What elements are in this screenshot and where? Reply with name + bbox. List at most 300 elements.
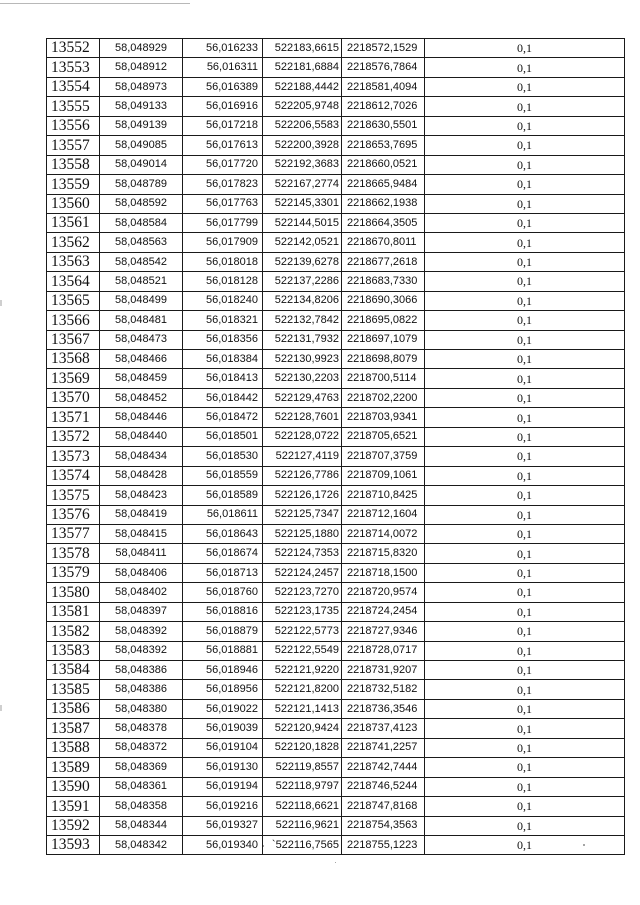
y-coordinate-cell: 2218695,0822	[342, 311, 425, 330]
longitude-cell: 56,018356	[183, 330, 263, 349]
longitude-cell: 56,018816	[183, 602, 263, 621]
longitude-cell: 56,016389	[183, 77, 263, 96]
latitude-cell: 58,048912	[100, 58, 183, 77]
y-coordinate-cell: 2218707,3759	[342, 447, 425, 466]
table-row	[47, 758, 625, 777]
latitude-cell: 58,048402	[100, 583, 183, 602]
table-row	[47, 797, 625, 816]
y-coordinate-cell: 2218732,5182	[342, 680, 425, 699]
longitude-cell: 56,018589	[183, 486, 263, 505]
latitude-cell: 58,048361	[100, 777, 183, 796]
table-row	[47, 816, 625, 835]
point-number-cell: 13579	[47, 563, 100, 582]
longitude-cell: 56,018501	[183, 427, 263, 446]
longitude-cell: 56,018240	[183, 291, 263, 310]
latitude-cell: 58,048521	[100, 272, 183, 291]
latitude-cell: 58,048466	[100, 350, 183, 369]
x-coordinate-cell: 522128,0722	[263, 427, 342, 446]
point-number-cell: 13575	[47, 486, 100, 505]
y-coordinate-cell: 2218662,1938	[342, 194, 425, 213]
accuracy-cell: 0,1	[425, 680, 625, 699]
longitude-cell: 56,018760	[183, 583, 263, 602]
latitude-cell: 58,048372	[100, 738, 183, 757]
y-coordinate-cell: 2218731,9207	[342, 661, 425, 680]
accuracy-cell: 0,1	[425, 427, 625, 446]
accuracy-cell: 0,1	[425, 524, 625, 543]
x-coordinate-cell: 522142,0521	[263, 233, 342, 252]
x-coordinate-cell: 522200,3928	[263, 136, 342, 155]
table-row	[47, 155, 625, 174]
x-coordinate-cell: `522116,7565	[263, 835, 342, 854]
x-coordinate-cell: 522127,4119	[263, 447, 342, 466]
table-row	[47, 272, 625, 291]
point-number-cell: 13562	[47, 233, 100, 252]
y-coordinate-cell: 2218653,7695	[342, 136, 425, 155]
x-coordinate-cell: 522128,7601	[263, 408, 342, 427]
point-number-cell: 13561	[47, 213, 100, 232]
table-row	[47, 233, 625, 252]
point-number-cell: 13555	[47, 97, 100, 116]
y-coordinate-cell: 2218747,8168	[342, 797, 425, 816]
accuracy-cell: 0,1	[425, 58, 625, 77]
longitude-cell: 56,017218	[183, 116, 263, 135]
x-coordinate-cell: 522131,7932	[263, 330, 342, 349]
accuracy-cell: 0,1	[425, 136, 625, 155]
x-coordinate-cell: 522205,9748	[263, 97, 342, 116]
accuracy-cell: 0,1	[425, 758, 625, 777]
table-row	[47, 311, 625, 330]
table-row	[47, 350, 625, 369]
latitude-cell: 58,048419	[100, 505, 183, 524]
latitude-cell: 58,048929	[100, 39, 183, 58]
y-coordinate-cell: 2218683,7330	[342, 272, 425, 291]
x-coordinate-cell: 522132,7842	[263, 311, 342, 330]
x-coordinate-cell: 522181,6884	[263, 58, 342, 77]
table-row	[47, 777, 625, 796]
accuracy-cell: 0,1	[425, 252, 625, 271]
table-row	[47, 39, 625, 58]
x-coordinate-cell: 522118,6621	[263, 797, 342, 816]
latitude-cell: 58,048358	[100, 797, 183, 816]
y-coordinate-cell: 2218742,7444	[342, 758, 425, 777]
point-number-cell: 13590	[47, 777, 100, 796]
table-row	[47, 291, 625, 310]
x-coordinate-cell: 522118,9797	[263, 777, 342, 796]
longitude-cell: 56,017720	[183, 155, 263, 174]
accuracy-cell: 0,1	[425, 777, 625, 796]
y-coordinate-cell: 2218702,2200	[342, 388, 425, 407]
point-number-cell: 13566	[47, 311, 100, 330]
y-coordinate-cell: 2218660,0521	[342, 155, 425, 174]
latitude-cell: 58,048392	[100, 622, 183, 641]
latitude-cell: 58,048563	[100, 233, 183, 252]
longitude-cell: 56,018321	[183, 311, 263, 330]
accuracy-cell: 0,1	[425, 155, 625, 174]
latitude-cell: 58,048499	[100, 291, 183, 310]
longitude-cell: 56,017799	[183, 213, 263, 232]
y-coordinate-cell: 2218576,7864	[342, 58, 425, 77]
latitude-cell: 58,049014	[100, 155, 183, 174]
x-coordinate-cell: 522183,6615	[263, 39, 342, 58]
accuracy-cell: 0,1	[425, 311, 625, 330]
accuracy-cell: 0,1	[425, 175, 625, 194]
longitude-cell: 56,018442	[183, 388, 263, 407]
x-coordinate-cell: 522120,1828	[263, 738, 342, 757]
y-coordinate-cell: 2218703,9341	[342, 408, 425, 427]
latitude-cell: 58,048406	[100, 563, 183, 582]
latitude-cell: 58,048397	[100, 602, 183, 621]
x-coordinate-cell: 522116,9621	[263, 816, 342, 835]
latitude-cell: 58,048584	[100, 213, 183, 232]
point-number-cell: 13554	[47, 77, 100, 96]
scan-margin-mark	[0, 705, 2, 711]
latitude-cell: 58,048440	[100, 427, 183, 446]
point-number-cell: 13567	[47, 330, 100, 349]
accuracy-cell: 0,1	[425, 233, 625, 252]
table-row	[47, 544, 625, 563]
x-coordinate-cell: 522192,3683	[263, 155, 342, 174]
point-number-cell: 13569	[47, 369, 100, 388]
y-coordinate-cell: 2218705,6521	[342, 427, 425, 446]
point-number-cell: 13568	[47, 350, 100, 369]
x-coordinate-cell: 522129,4763	[263, 388, 342, 407]
longitude-cell: 56,017613	[183, 136, 263, 155]
latitude-cell: 58,048380	[100, 699, 183, 718]
latitude-cell: 58,048789	[100, 175, 183, 194]
x-coordinate-cell: 522206,5583	[263, 116, 342, 135]
x-coordinate-cell: 522126,7786	[263, 466, 342, 485]
x-coordinate-cell: 522119,8557	[263, 758, 342, 777]
point-number-cell: 13570	[47, 388, 100, 407]
latitude-cell: 58,048415	[100, 524, 183, 543]
scan-speck	[335, 862, 336, 863]
y-coordinate-cell: 2218754,3563	[342, 816, 425, 835]
point-number-cell: 13580	[47, 583, 100, 602]
y-coordinate-cell: 2218710,8425	[342, 486, 425, 505]
latitude-cell: 58,048452	[100, 388, 183, 407]
table-row	[47, 116, 625, 135]
accuracy-cell: 0,1	[425, 505, 625, 524]
accuracy-cell: 0,1	[425, 194, 625, 213]
accuracy-cell: 0,1	[425, 39, 625, 58]
accuracy-cell: 0,1	[425, 291, 625, 310]
x-coordinate-cell: 522125,7347	[263, 505, 342, 524]
table-row	[47, 583, 625, 602]
table-row	[47, 175, 625, 194]
table-row	[47, 680, 625, 699]
accuracy-cell: 0,1	[425, 330, 625, 349]
accuracy-cell: 0,1	[425, 622, 625, 641]
x-coordinate-cell: 522126,1726	[263, 486, 342, 505]
y-coordinate-cell: 2218741,2257	[342, 738, 425, 757]
point-number-cell: 13553	[47, 58, 100, 77]
point-number-cell: 13563	[47, 252, 100, 271]
accuracy-cell: 0,1	[425, 408, 625, 427]
latitude-cell: 58,048434	[100, 447, 183, 466]
x-coordinate-cell: 522122,5549	[263, 641, 342, 660]
longitude-cell: 56,019216	[183, 797, 263, 816]
table-row	[47, 699, 625, 718]
accuracy-cell: 0,1	[425, 699, 625, 718]
table-row	[47, 77, 625, 96]
coordinates-table	[46, 38, 625, 855]
table-row	[47, 641, 625, 660]
longitude-cell: 56,018881	[183, 641, 263, 660]
table-row	[47, 408, 625, 427]
table-row	[47, 252, 625, 271]
accuracy-cell: 0,1	[425, 213, 625, 232]
x-coordinate-cell: 522124,7353	[263, 544, 342, 563]
table-row	[47, 524, 625, 543]
x-coordinate-cell: 522188,4442	[263, 77, 342, 96]
latitude-cell: 58,049085	[100, 136, 183, 155]
latitude-cell: 58,049139	[100, 116, 183, 135]
point-number-cell: 13587	[47, 719, 100, 738]
x-coordinate-cell: 522130,9923	[263, 350, 342, 369]
x-coordinate-cell: 522121,1413	[263, 699, 342, 718]
point-number-cell: 13576	[47, 505, 100, 524]
latitude-cell: 58,048973	[100, 77, 183, 96]
longitude-cell: 56,018674	[183, 544, 263, 563]
latitude-cell: 58,048411	[100, 544, 183, 563]
point-number-cell: 13564	[47, 272, 100, 291]
accuracy-cell: 0,1	[425, 602, 625, 621]
longitude-cell: 56,019130	[183, 758, 263, 777]
y-coordinate-cell: 2218665,9484	[342, 175, 425, 194]
longitude-cell: 56,018413	[183, 369, 263, 388]
latitude-cell: 58,048344	[100, 816, 183, 835]
accuracy-cell: 0,1	[425, 388, 625, 407]
latitude-cell: 58,048369	[100, 758, 183, 777]
point-number-cell: 13572	[47, 427, 100, 446]
latitude-cell: 58,048473	[100, 330, 183, 349]
latitude-cell: 58,048459	[100, 369, 183, 388]
table-row	[47, 97, 625, 116]
table-row	[47, 194, 625, 213]
accuracy-cell: 0,1	[425, 835, 625, 854]
y-coordinate-cell: 2218670,8011	[342, 233, 425, 252]
point-number-cell: 13586	[47, 699, 100, 718]
point-number-cell: 13591	[47, 797, 100, 816]
longitude-cell: 56,018713	[183, 563, 263, 582]
x-coordinate-cell: 522123,7270	[263, 583, 342, 602]
accuracy-cell: 0,1	[425, 816, 625, 835]
point-number-cell: 13571	[47, 408, 100, 427]
longitude-cell: 56,019340	[183, 835, 263, 854]
y-coordinate-cell: 2218698,8079	[342, 350, 425, 369]
longitude-cell: 56,018128	[183, 272, 263, 291]
accuracy-cell: 0,1	[425, 369, 625, 388]
longitude-cell: 56,018643	[183, 524, 263, 543]
point-number-cell: 13582	[47, 622, 100, 641]
longitude-cell: 56,017909	[183, 233, 263, 252]
y-coordinate-cell: 2218677,2618	[342, 252, 425, 271]
x-coordinate-cell: 522124,2457	[263, 563, 342, 582]
x-coordinate-cell: 522167,2774	[263, 175, 342, 194]
latitude-cell: 58,048386	[100, 661, 183, 680]
table-row	[47, 661, 625, 680]
table-row	[47, 136, 625, 155]
longitude-cell: 56,019022	[183, 699, 263, 718]
point-number-cell: 13577	[47, 524, 100, 543]
table-row	[47, 835, 625, 854]
accuracy-cell: 0,1	[425, 466, 625, 485]
longitude-cell: 56,018879	[183, 622, 263, 641]
accuracy-cell: 0,1	[425, 272, 625, 291]
x-coordinate-cell: 522122,5773	[263, 622, 342, 641]
longitude-cell: 56,016233	[183, 39, 263, 58]
point-number-cell: 13589	[47, 758, 100, 777]
latitude-cell: 58,048423	[100, 486, 183, 505]
point-number-cell: 13557	[47, 136, 100, 155]
y-coordinate-cell: 2218581,4094	[342, 77, 425, 96]
y-coordinate-cell: 2218728,0717	[342, 641, 425, 660]
x-coordinate-cell: 522121,9220	[263, 661, 342, 680]
accuracy-cell: 0,1	[425, 563, 625, 582]
accuracy-cell: 0,1	[425, 797, 625, 816]
table-row	[47, 58, 625, 77]
y-coordinate-cell: 2218690,3066	[342, 291, 425, 310]
accuracy-cell: 0,1	[425, 447, 625, 466]
y-coordinate-cell: 2218720,9574	[342, 583, 425, 602]
point-number-cell: 13588	[47, 738, 100, 757]
scan-edge-line	[0, 3, 190, 4]
y-coordinate-cell: 2218724,2454	[342, 602, 425, 621]
point-number-cell: 13558	[47, 155, 100, 174]
y-coordinate-cell: 2218697,1079	[342, 330, 425, 349]
y-coordinate-cell: 2218755,1223	[342, 835, 425, 854]
point-number-cell: 13559	[47, 175, 100, 194]
table-row	[47, 213, 625, 232]
y-coordinate-cell: 2218737,4123	[342, 719, 425, 738]
longitude-cell: 56,017763	[183, 194, 263, 213]
accuracy-cell: 0,1	[425, 97, 625, 116]
y-coordinate-cell: 2218664,3505	[342, 213, 425, 232]
y-coordinate-cell: 2218714,0072	[342, 524, 425, 543]
y-coordinate-cell: 2218700,5114	[342, 369, 425, 388]
point-number-cell: 13574	[47, 466, 100, 485]
point-number-cell: 13584	[47, 661, 100, 680]
latitude-cell: 58,048481	[100, 311, 183, 330]
y-coordinate-cell: 2218727,9346	[342, 622, 425, 641]
table-row	[47, 738, 625, 757]
longitude-cell: 56,018530	[183, 447, 263, 466]
table-row	[47, 466, 625, 485]
longitude-cell: 56,019194	[183, 777, 263, 796]
y-coordinate-cell: 2218572,1529	[342, 39, 425, 58]
table-row	[47, 602, 625, 621]
x-coordinate-cell: 522134,8206	[263, 291, 342, 310]
point-number-cell: 13556	[47, 116, 100, 135]
scan-margin-mark	[0, 300, 2, 306]
x-coordinate-cell: 522121,8200	[263, 680, 342, 699]
latitude-cell: 58,048446	[100, 408, 183, 427]
latitude-cell: 58,048386	[100, 680, 183, 699]
point-number-cell: 13560	[47, 194, 100, 213]
point-number-cell: 13552	[47, 39, 100, 58]
accuracy-cell: 0,1	[425, 486, 625, 505]
y-coordinate-cell: 2218709,1061	[342, 466, 425, 485]
table-row	[47, 388, 625, 407]
x-coordinate-cell: 522125,1880	[263, 524, 342, 543]
table-row	[47, 622, 625, 641]
y-coordinate-cell: 2218612,7026	[342, 97, 425, 116]
y-coordinate-cell: 2218746,5244	[342, 777, 425, 796]
x-coordinate-cell: 522139,6278	[263, 252, 342, 271]
point-number-cell: 13585	[47, 680, 100, 699]
longitude-cell: 56,019327	[183, 816, 263, 835]
table-row	[47, 486, 625, 505]
x-coordinate-cell: 522123,1735	[263, 602, 342, 621]
accuracy-cell: 0,1	[425, 544, 625, 563]
latitude-cell: 58,049133	[100, 97, 183, 116]
longitude-cell: 56,019104	[183, 738, 263, 757]
accuracy-cell: 0,1	[425, 350, 625, 369]
accuracy-cell: 0,1	[425, 661, 625, 680]
accuracy-cell: 0,1	[425, 116, 625, 135]
longitude-cell: 56,018956	[183, 680, 263, 699]
accuracy-cell: 0,1	[425, 719, 625, 738]
longitude-cell: 56,018384	[183, 350, 263, 369]
x-coordinate-cell: 522145,3301	[263, 194, 342, 213]
accuracy-cell: 0,1	[425, 77, 625, 96]
longitude-cell: 56,016311	[183, 58, 263, 77]
point-number-cell: 13578	[47, 544, 100, 563]
table-row	[47, 447, 625, 466]
x-coordinate-cell: 522144,5015	[263, 213, 342, 232]
point-number-cell: 13593	[47, 835, 100, 854]
coordinates-table-body	[47, 39, 625, 855]
table-row	[47, 563, 625, 582]
y-coordinate-cell: 2218715,8320	[342, 544, 425, 563]
table-row	[47, 719, 625, 738]
latitude-cell: 58,048342	[100, 835, 183, 854]
point-number-cell: 13565	[47, 291, 100, 310]
y-coordinate-cell: 2218712,1604	[342, 505, 425, 524]
point-number-cell: 13581	[47, 602, 100, 621]
accuracy-cell: 0,1	[425, 583, 625, 602]
table-row	[47, 330, 625, 349]
longitude-cell: 56,018946	[183, 661, 263, 680]
accuracy-cell: 0,1	[425, 738, 625, 757]
latitude-cell: 58,048378	[100, 719, 183, 738]
y-coordinate-cell: 2218736,3546	[342, 699, 425, 718]
longitude-cell: 56,018559	[183, 466, 263, 485]
point-number-cell: 13592	[47, 816, 100, 835]
latitude-cell: 58,048428	[100, 466, 183, 485]
longitude-cell: 56,019039	[183, 719, 263, 738]
y-coordinate-cell: 2218718,1500	[342, 563, 425, 582]
table-row	[47, 505, 625, 524]
point-number-cell: 13583	[47, 641, 100, 660]
y-coordinate-cell: 2218630,5501	[342, 116, 425, 135]
longitude-cell: 56,018611	[183, 505, 263, 524]
x-coordinate-cell: 522120,9424	[263, 719, 342, 738]
x-coordinate-cell: 522130,2203	[263, 369, 342, 388]
latitude-cell: 58,048592	[100, 194, 183, 213]
point-number-cell: 13573	[47, 447, 100, 466]
table-row	[47, 369, 625, 388]
table-row	[47, 427, 625, 446]
latitude-cell: 58,048542	[100, 252, 183, 271]
accuracy-cell: 0,1	[425, 641, 625, 660]
longitude-cell: 56,016916	[183, 97, 263, 116]
latitude-cell: 58,048392	[100, 641, 183, 660]
longitude-cell: 56,018018	[183, 252, 263, 271]
longitude-cell: 56,018472	[183, 408, 263, 427]
x-coordinate-cell: 522137,2286	[263, 272, 342, 291]
longitude-cell: 56,017823	[183, 175, 263, 194]
